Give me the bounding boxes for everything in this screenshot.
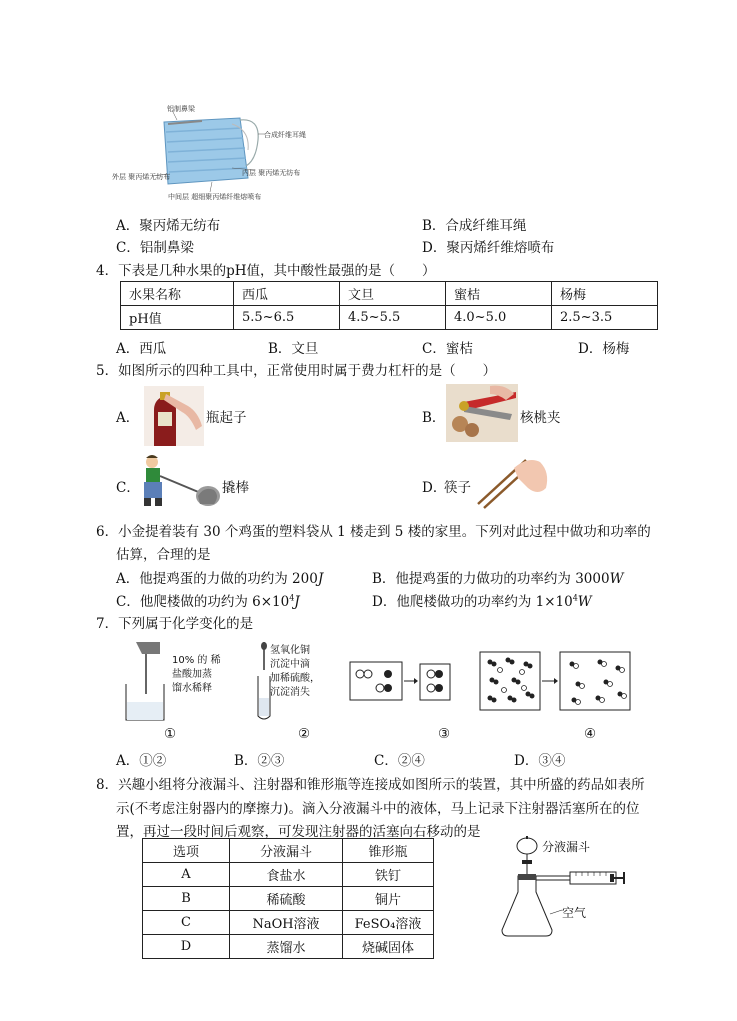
q6-option-a-text: A．他提鸡蛋的力做的功约为 200 [116,571,318,587]
crowbar-image [134,452,220,508]
table-cell: 锥形瓶 [343,839,434,863]
table-cell: FeSO₄溶液 [343,911,434,935]
q7-fig1-line3: 馏水稀释 [172,683,212,694]
q3-option-d[interactable]: D．聚丙烯纤维熔喷布 [422,240,555,256]
table-cell: 西瓜 [234,282,340,306]
q6-option-d-text: D．他爬楼做功的功率约为 1×10 [372,594,573,610]
q7-option-b[interactable]: B．②③ [234,753,285,769]
mask-label-outer: 外层 聚丙烯无纺布 [112,173,171,181]
bottle-opener-image [144,386,204,446]
table-cell: 蜜桔 [446,282,552,306]
q4-option-d[interactable]: D．杨梅 [578,341,630,357]
unit-label: W [577,594,592,610]
q7-option-d[interactable]: D．③④ [514,753,566,769]
table-cell: pH值 [121,306,234,330]
mask-label-inner: 内层 聚丙烯无纺布 [242,169,301,177]
q6-option-a[interactable] [116,567,323,587]
table-cell: 4.5~5.5 [340,306,446,330]
table-cell: 文旦 [340,282,446,306]
table-cell: 稀硫酸 [230,887,343,911]
q4-stem: 4．下表是几种水果的pH值，其中酸性最强的是（ ） [96,263,436,279]
q5-option-d-letter[interactable]: D． [422,480,447,496]
q7-figure-3 [348,658,452,704]
mask-illustration [112,100,312,204]
table-cell: 烧碱固体 [343,935,434,959]
q6-option-d[interactable] [372,590,592,610]
q8-label-funnel: 分液漏斗 [542,840,591,854]
table-cell: 5.5~6.5 [234,306,340,330]
q4-option-c[interactable]: C．蜜桔 [422,341,473,357]
q8-label-air: 空气 [562,906,587,920]
q7-option-c[interactable]: C．②④ [374,753,425,769]
table-cell: C [143,911,230,935]
exponent: 4 [572,593,578,603]
table-cell: D [143,935,230,959]
q7-option-a[interactable]: A．①② [116,753,167,769]
q5-option-a-text[interactable]: 瓶起子 [206,410,247,426]
table-cell: 4.0~5.0 [446,306,552,330]
table-row [143,863,434,887]
chopsticks-image [474,452,550,510]
q8-stem-line1: 8．兴趣小组将分液漏斗、注射器和锥形瓶等连接成如图所示的装置，其中所盛的药品如表所 [96,777,645,793]
table-cell: 杨梅 [552,282,658,306]
table-cell: 2.5~3.5 [552,306,658,330]
table-cell: 选项 [143,839,230,863]
mask-figure [112,100,312,204]
q7-fig2-line3: 加稀硫酸， [270,673,320,684]
table-cell: 分液漏斗 [230,839,343,863]
q7-stem: 7．下列属于化学变化的是 [96,616,254,632]
q7-figure-number-3: ③ [438,726,451,742]
q7-figure-number-1: ① [164,726,177,742]
q6-stem-line2: 估算，合理的是 [116,547,211,563]
q7-fig2-line1: 氢氧化铜 [270,645,310,656]
q6-option-b[interactable] [372,567,623,587]
table-cell: 食盐水 [230,863,343,887]
q7-figure-number-2: ② [298,726,311,742]
table-cell: A [143,863,230,887]
nutcracker-image [446,384,518,442]
q7-fig1-line2: 盐酸加蒸 [172,669,212,680]
q3-option-c[interactable]: C．铝制鼻梁 [116,240,194,256]
q4-ph-table [120,281,658,330]
mask-label-middle: 中间层 超细聚丙烯纤维熔喷布 [168,193,262,201]
q6-option-c[interactable] [116,590,300,610]
table-row [143,935,434,959]
q7-fig2-line2: 沉淀中滴 [270,659,310,670]
unit-label: J [294,594,300,610]
q4-option-b[interactable]: B．文旦 [268,341,319,357]
table-cell: 铜片 [343,887,434,911]
q5-option-c-letter[interactable]: C． [116,480,140,496]
q6-option-b-text: B．他提鸡蛋的力做功的功率约为 3000 [372,571,610,587]
table-row [121,306,658,330]
q8-apparatus [500,834,630,942]
q5-stem: 5．如图所示的四种工具中，正常使用时属于费力杠杆的是（ ） [96,363,497,379]
q5-option-b-letter[interactable]: B． [422,410,446,426]
q7-figure-2 [252,640,342,724]
table-cell: 铁钉 [343,863,434,887]
table-cell: 蒸馏水 [230,935,343,959]
mask-label-ear-loop: 合成纤维耳绳 [264,131,306,139]
q5-option-b-text[interactable]: 核桃夹 [520,410,561,426]
table-cell: 水果名称 [121,282,234,306]
table-cell: NaOH溶液 [230,911,343,935]
table-row [143,887,434,911]
q7-figure-1 [120,640,230,724]
q7-fig1-line1: 10% 的 稀 [172,655,221,666]
q7-figure-number-4: ④ [584,726,597,742]
q3-option-a[interactable]: A．聚丙烯无纺布 [116,218,221,234]
q4-option-a[interactable]: A．西瓜 [116,341,167,357]
q6-option-c-text: C．他爬楼做的功约为 6×10 [116,594,290,610]
table-row [121,282,658,306]
q5-option-d-text[interactable]: 筷子 [444,480,471,496]
unit-label: W [609,571,624,587]
exponent: 4 [289,593,295,603]
q8-reagent-table [142,838,434,959]
q5-option-c-text[interactable]: 撬棒 [222,480,249,496]
q8-stem-line2: 示(不考虑注射器内的摩擦力)。滴入分液漏斗中的液体，马上记录下注射器活塞所在的位 [116,801,640,817]
q7-figure-4 [478,650,632,712]
q7-fig2-line4: 沉淀消失 [270,687,310,698]
q8-stem-line3: 置，再过一段时间后观察，可发现注射器的活塞向右移动的是 [116,824,481,840]
table-row [143,839,434,863]
mask-label-nose-clip: 铝制鼻梁 [167,105,195,113]
q5-option-a-letter[interactable]: A． [116,410,140,426]
unit-label: J [317,571,324,587]
table-row [143,911,434,935]
q3-option-b[interactable]: B．合成纤维耳绳 [422,218,527,234]
q6-stem-line1: 6．小金提着装有 30 个鸡蛋的塑料袋从 1 楼走到 5 楼的家里。下列对此过程中做功和功率的 [96,524,651,540]
table-cell: B [143,887,230,911]
